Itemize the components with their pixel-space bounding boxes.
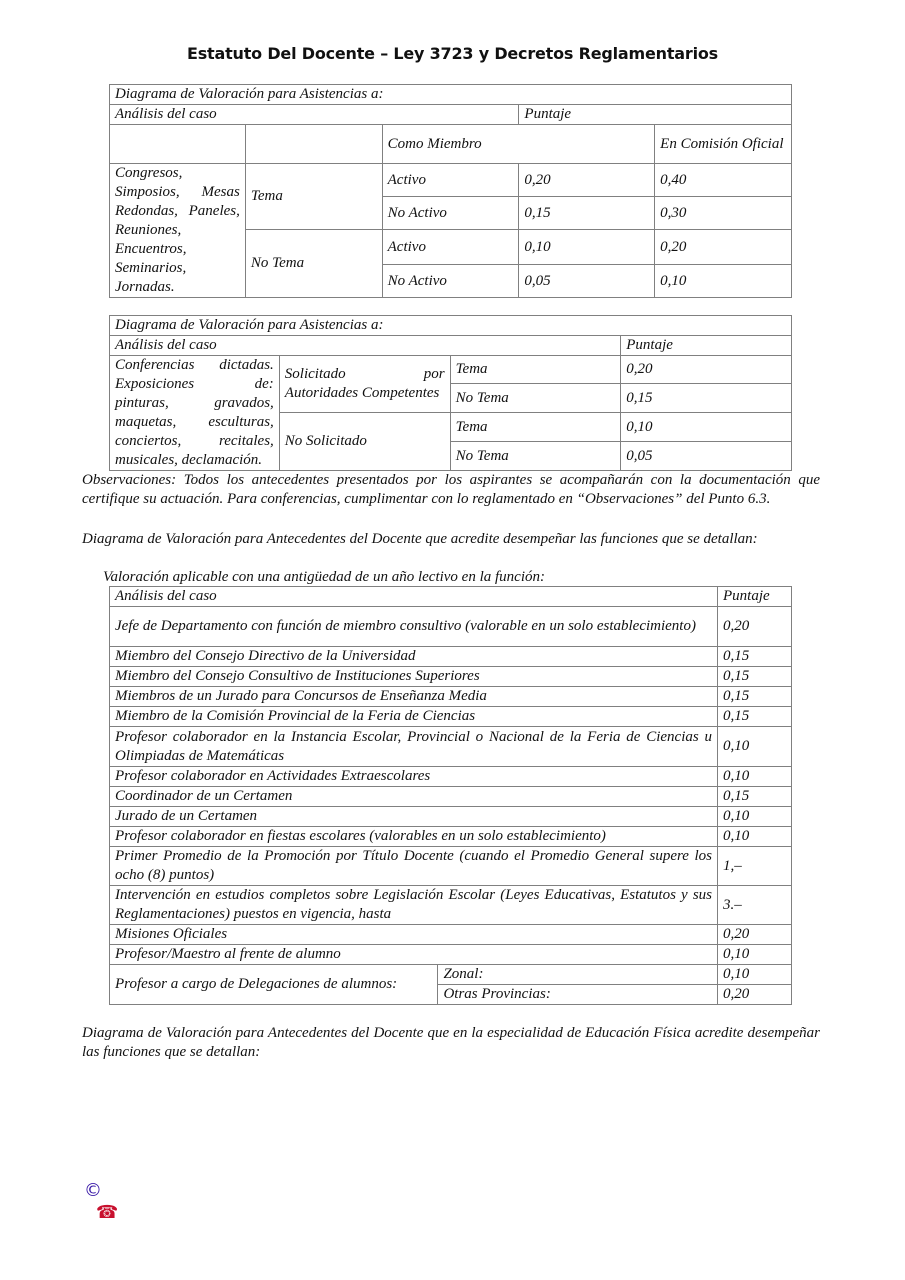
table1-commission-score: 0,30 [655,197,792,230]
table2-topic: Tema [450,413,621,442]
table3-score: 0,10 [718,807,792,827]
table3-score: 1,– [718,847,792,886]
table3-score: 0,15 [718,647,792,667]
table-row: Misiones Oficiales [110,925,718,945]
table2-topic: No Tema [450,442,621,471]
table1-empty-cell [245,125,382,164]
table2-score: 0,15 [621,384,792,413]
table2-group-label: Solicitado por Autoridades Competentes [279,356,450,413]
delegation-label: Otras Provincias: [438,985,718,1005]
table1-member-score: 0,15 [519,197,655,230]
table3-score: 0,10 [718,945,792,965]
delegation-label: Zonal: [438,965,718,985]
attendance-table-1 [109,84,792,298]
seniority-note: Valoración aplicable con una antigüedad de un año lectivo en la función: [103,569,545,585]
table2-score: 0,20 [621,356,792,384]
table3-score: 0,20 [718,985,792,1005]
delegations-case: Profesor a cargo de Delegaciones de alumnos: [110,965,438,1005]
table2-topic: No Tema [450,384,621,413]
table-row: Coordinador de un Certamen [110,787,718,807]
table1-status: Activo [382,164,519,197]
table1-group-label: No Tema [245,230,382,298]
table2-score: 0,05 [621,442,792,471]
table-row: Primer Promedio de la Promoción por Título Docente (cuando el Promedio General supere los ocho (8) puntos) [110,847,718,886]
table1-commission-score: 0,10 [655,265,792,298]
table-row: Miembro del Consejo Directivo de la Universidad [110,647,718,667]
table-row: Jurado de un Certamen [110,807,718,827]
table3-score: 0,10 [718,827,792,847]
table1-status: No Activo [382,197,519,230]
table1-status: Activo [382,230,519,265]
table3-header-analysis: Análisis del caso [110,587,718,607]
table2-topic: Tema [450,356,621,384]
attendance-table-2 [109,315,792,471]
table-row: Jefe de Departamento con función de miembro consultivo (valorable en un solo establecimiento) [110,607,718,647]
table3-score: 0,15 [718,687,792,707]
table1-group-label: Tema [245,164,382,230]
table-row: Miembros de un Jurado para Concursos de Enseñanza Media [110,687,718,707]
table1-header-analysis: Análisis del caso [110,105,519,125]
table3-score: 3.– [718,886,792,925]
table2-caption: Diagrama de Valoración para Asistencias a: [110,316,792,336]
table1-header-commission: En Comisión Oficial [655,125,792,164]
table1-header-member: Como Miembro [382,125,655,164]
table-row: Profesor/Maestro al frente de alumno [110,945,718,965]
table-row: Profesor colaborador en la Instancia Escolar, Provincial o Nacional de la Feria de Ciencias u Olimpiadas de Matemáticas [110,727,718,767]
table2-score: 0,10 [621,413,792,442]
table1-header-score: Puntaje [519,105,792,125]
table1-status: No Activo [382,265,519,298]
table-row: Miembro de la Comisión Provincial de la Feria de Ciencias [110,707,718,727]
table2-case: Conferencias dictadas. Exposiciones de: pinturas, gravados, maquetas, esculturas, conciertos, recitales, musicales, declamación. [110,356,280,471]
table1-empty-cell [110,125,246,164]
footer [84,1180,119,1223]
table1-member-score: 0,20 [519,164,655,197]
table3-score: 0,20 [718,607,792,647]
page-title: Estatuto Del Docente – Ley 3723 y Decretos Reglamentarios [187,44,718,63]
table3-score: 0,15 [718,707,792,727]
observations-text: Observaciones: Todos los antecedentes presentados por los aspirantes se acompañarán con la documentación que certifique su actuación. Para conferencias, cumplimentar con lo reglamentado en “Observaciones” del Punto 6.3. [82,472,820,507]
diagram-intro-text: Diagrama de Valoración para Antecedentes del Docente que acredite desempeñar las funciones que se detallan: [82,531,758,547]
table2-group-label: No Solicitado [279,413,450,471]
table2-header-score: Puntaje [621,336,792,356]
table1-commission-score: 0,20 [655,230,792,265]
table1-member-score: 0,05 [519,265,655,298]
table1-case: Congresos, Simposios, Mesas Redondas, Paneles, Reuniones, Encuentros, Seminarios, Jornadas. [110,164,246,298]
pe-intro-text: Diagrama de Valoración para Antecedentes del Docente que en la especialidad de Educación Física acredite desempeñar las funciones que se detallan: [82,1025,820,1060]
table3-score: 0,10 [718,727,792,767]
table3-score: 0,10 [718,965,792,985]
table3-score: 0,20 [718,925,792,945]
table1-caption: Diagrama de Valoración para Asistencias a: [110,85,792,105]
table-row: Intervención en estudios completos sobre Legislación Escolar (Leyes Educativas, Estatutos y sus Reglamentaciones) puestos en vigencia, hasta [110,886,718,925]
table1-member-score: 0,10 [519,230,655,265]
copyright-icon: © [84,1180,102,1201]
functions-table [109,586,792,1005]
table-row: Profesor colaborador en Actividades Extraescolares [110,767,718,787]
table1-commission-score: 0,40 [655,164,792,197]
table3-score: 0,15 [718,787,792,807]
table-row: Profesor colaborador en fiestas escolares (valorables en un solo establecimiento) [110,827,718,847]
table-row: Miembro del Consejo Consultivo de Instituciones Superiores [110,667,718,687]
table3-header-score: Puntaje [718,587,792,607]
phone-icon: ☎ [96,1202,119,1223]
table3-score: 0,10 [718,767,792,787]
table2-header-analysis: Análisis del caso [110,336,621,356]
table3-score: 0,15 [718,667,792,687]
